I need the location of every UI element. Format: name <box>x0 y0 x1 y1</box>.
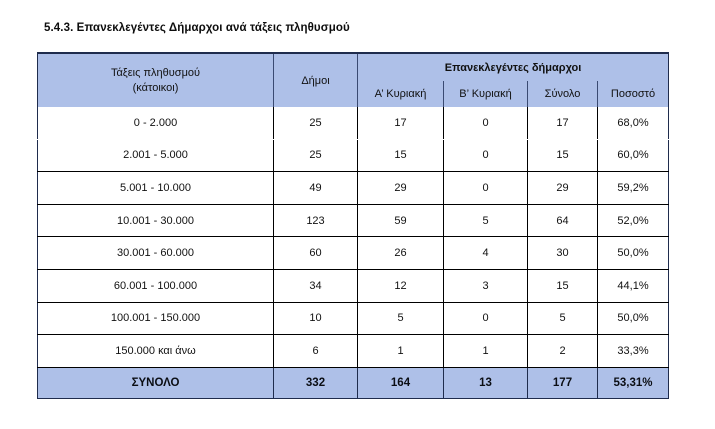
column-header-population-class <box>38 53 274 107</box>
column-header-second-sunday: Β’ Κυριακή <box>444 81 528 107</box>
cell-population-class: 60.001 - 100.000 <box>38 269 274 302</box>
cell-municipalities: 34 <box>274 269 358 302</box>
cell-total: 15 <box>528 269 598 302</box>
population-class-line1: Τάξεις πληθυσμού <box>110 67 201 80</box>
cell-second-sunday: 0 <box>444 139 528 172</box>
cell-population-class: 5.001 - 10.000 <box>38 172 274 205</box>
table-head <box>38 53 669 107</box>
column-header-percent: Ποσοστό <box>598 81 669 107</box>
population-class-line2: (κάτοικοι) <box>132 81 179 94</box>
table-row <box>38 302 669 335</box>
cell-municipalities: 60 <box>274 237 358 270</box>
cell-first-sunday: 59 <box>358 204 444 237</box>
cell-municipalities: 25 <box>274 139 358 172</box>
reelected-mayors-table <box>37 52 669 399</box>
total-first-sunday: 164 <box>358 367 444 398</box>
cell-second-sunday: 4 <box>444 237 528 270</box>
cell-municipalities: 25 <box>274 107 358 139</box>
cell-municipalities: 49 <box>274 172 358 205</box>
cell-total: 2 <box>528 335 598 368</box>
cell-first-sunday: 1 <box>358 335 444 368</box>
cell-percent: 50,0% <box>598 302 669 335</box>
column-header-total: Σύνολο <box>528 81 598 107</box>
header-row-top <box>38 53 669 81</box>
cell-first-sunday: 12 <box>358 269 444 302</box>
cell-first-sunday: 5 <box>358 302 444 335</box>
cell-second-sunday: 0 <box>444 107 528 139</box>
cell-percent: 50,0% <box>598 237 669 270</box>
cell-first-sunday: 17 <box>358 107 444 139</box>
cell-total: 5 <box>528 302 598 335</box>
column-header-municipalities: Δήμοι <box>274 53 358 107</box>
cell-percent: 52,0% <box>598 204 669 237</box>
table-row <box>38 269 669 302</box>
cell-population-class: 0 - 2.000 <box>38 107 274 139</box>
cell-population-class: 100.001 - 150.000 <box>38 302 274 335</box>
cell-first-sunday: 29 <box>358 172 444 205</box>
cell-total: 17 <box>528 107 598 139</box>
column-header-first-sunday: Α’ Κυριακή <box>358 81 444 107</box>
total-row-label: ΣΥΝΟΛΟ <box>38 367 274 398</box>
table-row <box>38 335 669 368</box>
table-foot <box>38 367 669 398</box>
cell-population-class: 2.001 - 5.000 <box>38 139 274 172</box>
table-body <box>38 107 669 367</box>
cell-second-sunday: 3 <box>444 269 528 302</box>
cell-percent: 59,2% <box>598 172 669 205</box>
cell-percent: 60,0% <box>598 139 669 172</box>
section-title: 5.4.3. Επανεκλεγέντες Δήμαρχοι ανά τάξεις πληθυσμού <box>44 22 350 34</box>
table-row <box>38 139 669 172</box>
column-header-group-reelected <box>358 53 669 81</box>
cell-total: 64 <box>528 204 598 237</box>
table-row <box>38 204 669 237</box>
cell-municipalities: 10 <box>274 302 358 335</box>
table-row <box>38 237 669 270</box>
total-percent: 53,31% <box>598 367 669 398</box>
total-row <box>38 367 669 398</box>
cell-first-sunday: 15 <box>358 139 444 172</box>
cell-percent: 33,3% <box>598 335 669 368</box>
table-container <box>37 52 668 399</box>
table-row <box>38 107 669 139</box>
cell-total: 15 <box>528 139 598 172</box>
total-municipalities: 332 <box>274 367 358 398</box>
group-header-label: Επανεκλεγέντες δήμαρχοι <box>444 61 582 74</box>
cell-municipalities: 123 <box>274 204 358 237</box>
cell-second-sunday: 5 <box>444 204 528 237</box>
cell-population-class: 10.001 - 30.000 <box>38 204 274 237</box>
cell-second-sunday: 1 <box>444 335 528 368</box>
total-second-sunday: 13 <box>444 367 528 398</box>
cell-second-sunday: 0 <box>444 172 528 205</box>
table-row <box>38 172 669 205</box>
cell-population-class: 30.001 - 60.000 <box>38 237 274 270</box>
cell-percent: 44,1% <box>598 269 669 302</box>
cell-municipalities: 6 <box>274 335 358 368</box>
cell-percent: 68,0% <box>598 107 669 139</box>
cell-second-sunday: 0 <box>444 302 528 335</box>
total-sum: 177 <box>528 367 598 398</box>
cell-total: 30 <box>528 237 598 270</box>
cell-first-sunday: 26 <box>358 237 444 270</box>
cell-total: 29 <box>528 172 598 205</box>
cell-population-class: 150.000 και άνω <box>38 335 274 368</box>
